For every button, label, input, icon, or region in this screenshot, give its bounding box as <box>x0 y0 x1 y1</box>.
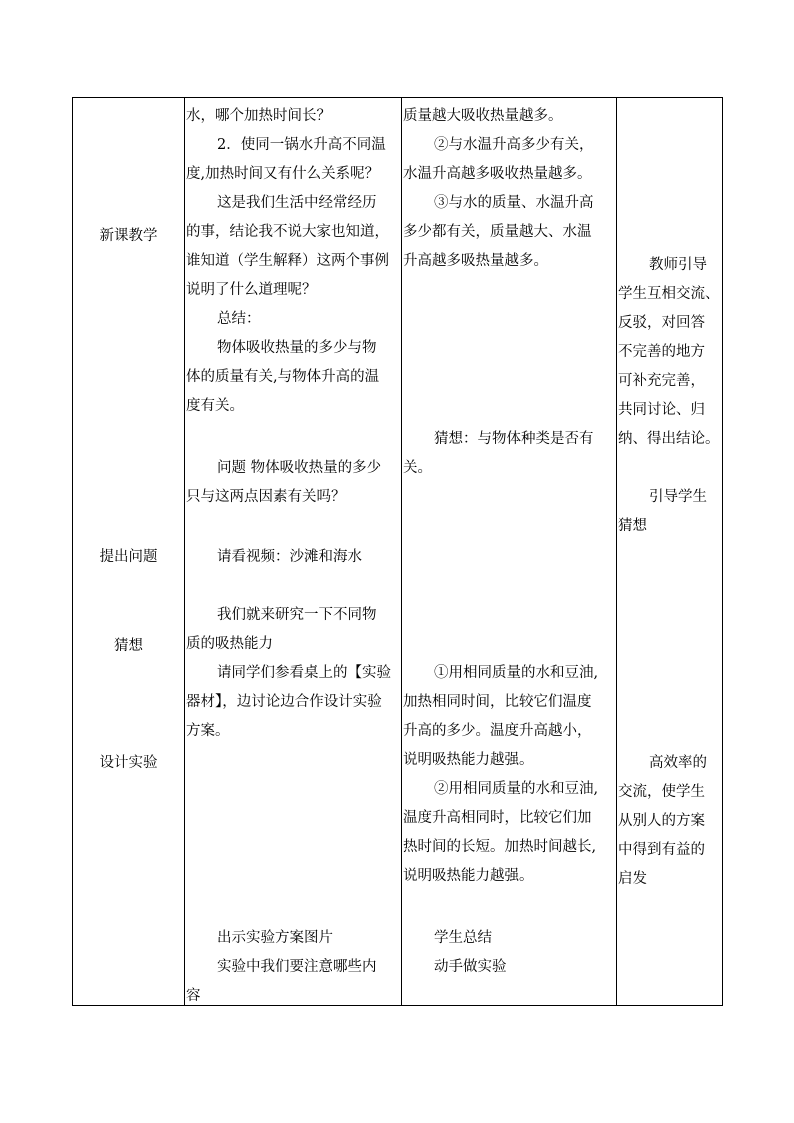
text-line: 器材】，边讨论边合作设计实验 <box>186 694 382 710</box>
text-line: 的事，结论我不说大家也知道， <box>186 224 389 240</box>
text-line: 谁知道（学生解释）这两个事例 <box>186 253 389 269</box>
stage-label: 提出问题 <box>99 549 158 565</box>
text-line: ③与水的质量、水温升高 <box>434 195 594 211</box>
text-line: 从别人的方案 <box>618 813 705 829</box>
text-line: 热时间的长短。加热时间越长, <box>403 839 597 855</box>
text-line: 物体吸收热量的多少与物 <box>217 340 377 356</box>
text-line: 引导学生 <box>649 489 707 505</box>
text-line: 升高的多少。温度升高越小， <box>403 723 592 739</box>
stage-label: 猜想 <box>114 638 143 654</box>
text-line: 加热相同时间，比较它们温度 <box>403 694 592 710</box>
stage-label: 设计实验 <box>99 755 158 771</box>
text-line: 度,加热时间又有什么关系呢？ <box>186 166 380 182</box>
student-activity-column <box>402 98 617 1006</box>
text-line: 2．使同一锅水升高不同温 <box>217 137 386 153</box>
text-line: 只与这两点因素有关吗？ <box>186 489 346 505</box>
text-line: 可补充完善， <box>618 373 705 389</box>
text-line: 我们就来研究一下不同物 <box>217 607 377 623</box>
text-line: 动手做实验 <box>434 959 507 975</box>
text-line: 出示实验方案图片 <box>217 930 333 946</box>
text-line: 总结： <box>217 311 261 327</box>
text-line: 学生总结 <box>434 930 492 946</box>
text-line: 升高越多吸热量越多。 <box>403 253 548 269</box>
text-line: 问题 物体吸收热量的多少 <box>217 460 382 476</box>
text-line: 启发 <box>618 871 647 887</box>
text-line: 方案。 <box>186 723 230 739</box>
text-line: 交流，使学生 <box>618 784 705 800</box>
teacher-activity-column <box>185 98 402 1006</box>
text-line: 温度升高相同时，比较它们加 <box>403 810 592 826</box>
text-line: 说明了什么道理呢？ <box>186 282 317 298</box>
text-line: 猜想 <box>618 518 647 534</box>
stage-column <box>73 98 185 1006</box>
stage-label: 新课教学 <box>99 228 158 244</box>
text-line: 度有关。 <box>186 398 244 414</box>
text-line: 质的吸热能力 <box>186 636 273 652</box>
text-line: 关。 <box>403 460 432 476</box>
text-line: 说明吸热能力越强。 <box>403 868 534 884</box>
text-line: 容 <box>186 988 201 1004</box>
lesson-plan-table <box>72 97 723 1006</box>
text-line: 水温升高越多吸收热量越多。 <box>403 166 592 182</box>
text-line: 猜想：与物体种类是否有 <box>434 431 594 447</box>
text-line: 质量越大吸收热量越多。 <box>403 108 563 124</box>
text-line: 这是我们生活中经常经历 <box>217 195 377 211</box>
text-line: 纳、得出结论。 <box>618 431 720 447</box>
text-line: ②用相同质量的水和豆油, <box>434 781 599 797</box>
text-line: 学生互相交流、 <box>618 286 720 302</box>
text-line: 反驳，对回答 <box>618 315 705 331</box>
design-intent-column <box>617 98 723 1006</box>
text-line: 水，哪个加热时间长？ <box>186 108 331 124</box>
text-line: 多少都有关，质量越大、水温 <box>403 224 592 240</box>
text-line: 教师引导 <box>649 257 707 273</box>
text-line: 体的质量有关,与物体升高的温 <box>186 369 380 385</box>
text-line: 实验中我们要注意哪些内 <box>217 959 377 975</box>
text-line: 高效率的 <box>649 755 707 771</box>
text-line: 说明吸热能力越强。 <box>403 752 534 768</box>
text-line: 请看视频：沙滩和海水 <box>217 549 362 565</box>
text-line: 共同讨论、归 <box>618 402 705 418</box>
text-line: ①用相同质量的水和豆油, <box>434 665 599 681</box>
text-line: 不完善的地方 <box>618 344 705 360</box>
text-line: ②与水温升高多少有关， <box>434 137 594 153</box>
text-line: 中得到有益的 <box>618 842 705 858</box>
text-line: 请同学们参看桌上的【实验 <box>217 665 391 681</box>
